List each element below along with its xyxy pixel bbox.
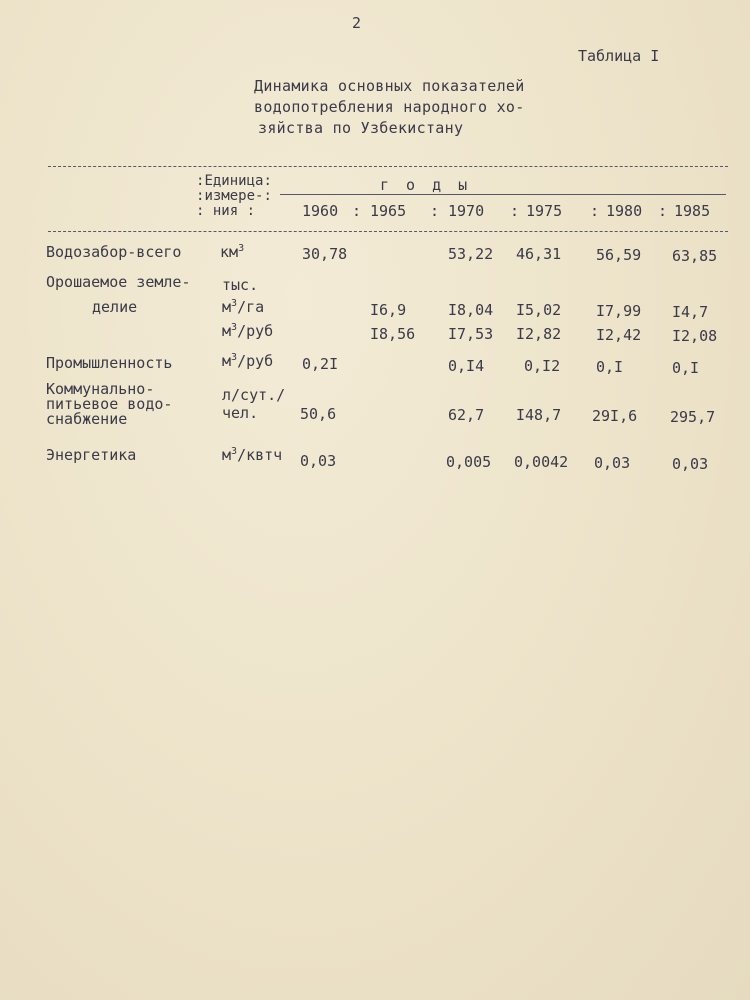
year-header-1970: 1970	[448, 202, 485, 220]
unit-header-line-2: измере-	[204, 188, 264, 204]
row-label: Водозабор-всего	[46, 243, 182, 261]
value-cell: I7,53	[448, 325, 494, 343]
value-cell: I48,7	[516, 406, 562, 424]
year-header-1960: 1960	[302, 202, 339, 220]
value-cell: 63,85	[672, 247, 718, 265]
value-cell: I2,82	[516, 325, 562, 343]
value-cell: I2,08	[672, 327, 718, 345]
value-cell: I4,7	[672, 303, 709, 321]
value-cell: I8,56	[370, 325, 416, 343]
unit-header-line-3: ния	[212, 203, 239, 219]
unit-cell-top: тыс.	[222, 276, 259, 294]
value-cell: 46,31	[516, 245, 562, 263]
value-cell: 0,I	[672, 359, 700, 377]
unit-cell: $м^3/га$	[222, 298, 265, 316]
year-header-1985: 1985	[674, 202, 711, 220]
row-label: Энергетика	[46, 446, 137, 464]
value-cell: I6,9	[370, 301, 407, 319]
title-line-1: Динамика основных показателей	[254, 77, 525, 95]
header-bottom-rule	[48, 231, 728, 232]
year-header-1980: 1980	[606, 202, 643, 220]
row-label-cont: делие	[92, 298, 138, 316]
years-underline	[280, 194, 726, 195]
value-cell: 0,0042	[514, 453, 569, 471]
value-cell: 0,03	[594, 454, 631, 472]
title-line-2: водопотребления народного хо-	[254, 98, 525, 116]
value-cell: 29I,6	[592, 407, 638, 425]
value-cell: 62,7	[448, 406, 485, 424]
table-label: Таблица I	[578, 47, 660, 65]
value-cell: I8,04	[448, 301, 494, 319]
value-cell: 53,22	[448, 245, 494, 263]
row-label: Промышленность	[46, 354, 173, 372]
years-label: г о д ы	[380, 176, 472, 194]
unit-cell: $м^3$/квтч	[222, 446, 283, 464]
value-cell: I2,42	[596, 326, 642, 344]
value-cell: 0,2I	[302, 355, 339, 373]
value-cell: 0,I4	[448, 357, 485, 375]
row-label: Орошаемое земле-	[46, 273, 191, 291]
year-header-1975: 1975	[526, 202, 563, 220]
year-header-1965: 1965	[370, 202, 407, 220]
value-cell: 0,03	[300, 452, 337, 470]
value-cell: 30,78	[302, 245, 348, 263]
value-cell: 0,I	[596, 358, 624, 376]
unit-cell: л/сут./ чел.	[222, 386, 286, 422]
row-label: Коммунально- питьевое водо- снабжение	[46, 380, 173, 428]
unit-column-header: :Единица: :измере-: : ния :	[196, 173, 272, 219]
value-cell: 0,03	[672, 455, 709, 473]
value-cell: 0,I2	[524, 357, 561, 375]
unit-cell: $м^3$/руб	[222, 322, 274, 340]
unit-cell: $м^3$/руб	[222, 352, 274, 370]
page-number: 2	[352, 14, 362, 32]
value-cell: 0,005	[446, 453, 492, 471]
unit-cell: $км^3$	[220, 243, 245, 261]
value-cell: I5,02	[516, 301, 562, 319]
unit-header-line-1: Единица	[204, 173, 264, 189]
value-cell: I7,99	[596, 302, 642, 320]
header-top-rule	[48, 166, 728, 167]
title-line-3: зяйства по Узбекистану	[258, 119, 464, 137]
value-cell: 295,7	[670, 408, 716, 426]
table-title	[254, 76, 525, 139]
value-cell: 56,59	[596, 246, 642, 264]
value-cell: 50,6	[300, 405, 337, 423]
